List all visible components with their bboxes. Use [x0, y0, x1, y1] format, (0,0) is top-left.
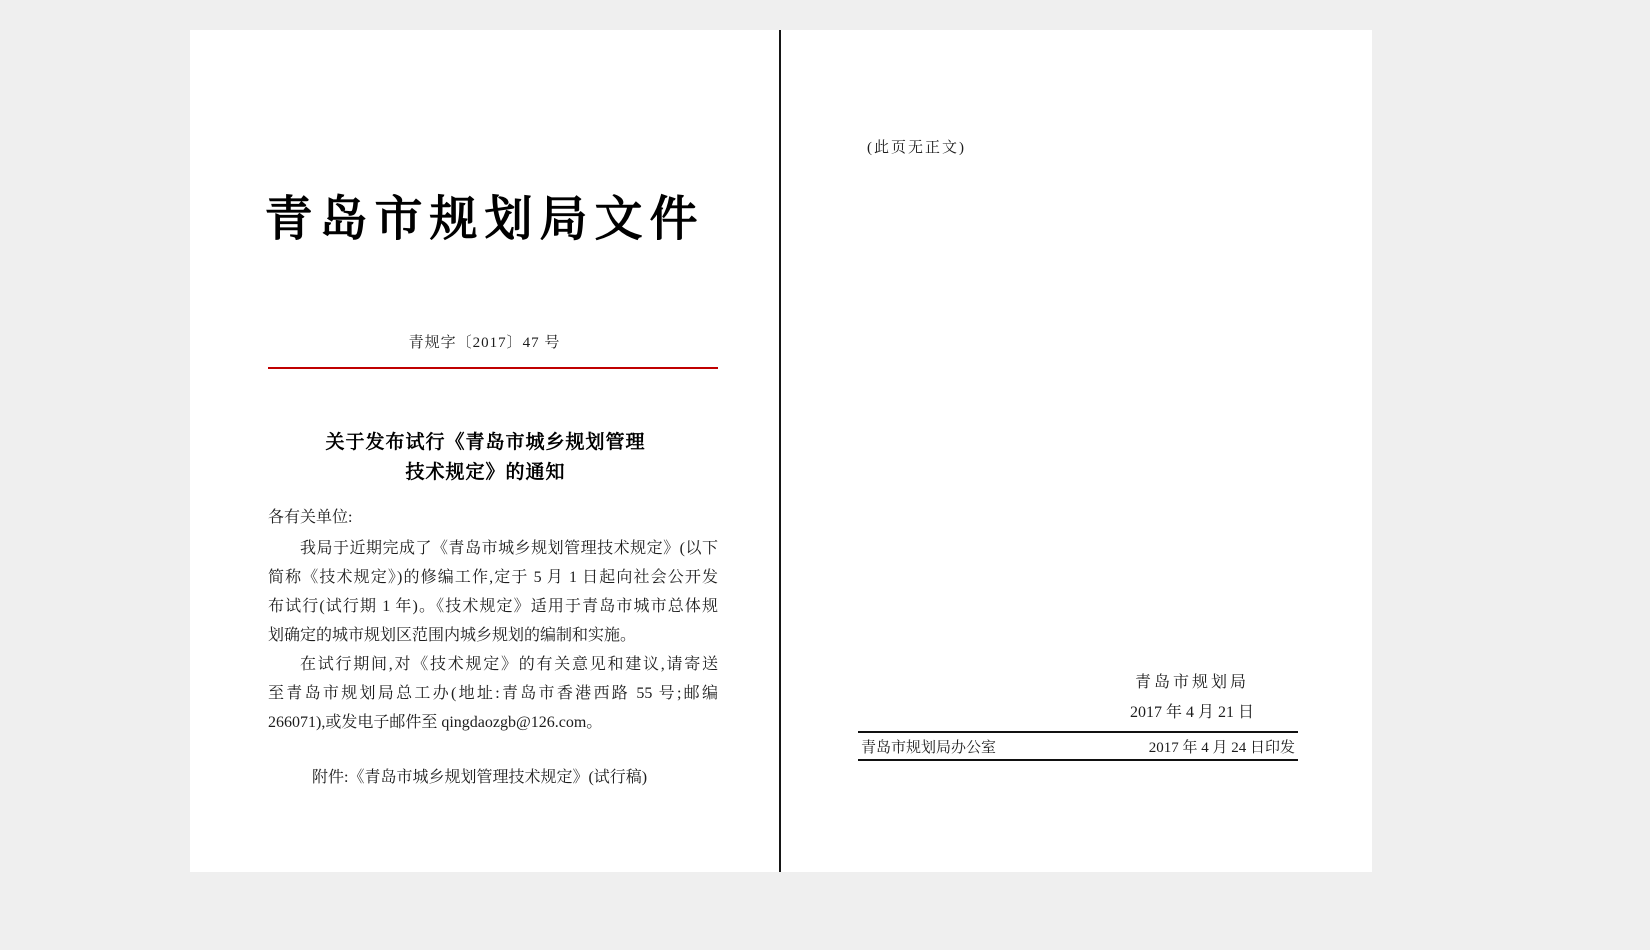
- print-footer: [858, 731, 1298, 761]
- no-body-text-note: (此页无正文): [867, 140, 966, 156]
- footer-office: 青岛市规划局办公室: [861, 739, 997, 756]
- issue-date: 2017 年 4 月 21 日: [1129, 704, 1254, 721]
- salutation: 各有关单位:: [268, 509, 353, 526]
- attachment-note: 附件:《青岛市城乡规划管理技术规定》(试行稿): [312, 769, 648, 786]
- document-number: 青规字〔2017〕47 号: [408, 335, 561, 351]
- document-spread: [190, 30, 1372, 872]
- subject-line: 关于发布试行《青岛市城乡规划管理: [325, 432, 646, 453]
- issuing-agency: 青岛市规划局: [1134, 674, 1249, 691]
- agency-document-title: 青岛市规划局文件: [264, 193, 705, 246]
- red-divider-rule: [268, 367, 718, 369]
- body-line: 在试行期间,对《技术规定》的有关意见和建议,请寄送: [300, 656, 718, 673]
- body-line: 简称《技术规定》)的修编工作,定于 5 月 1 日起向社会公开发: [268, 569, 718, 586]
- subject-line: 技术规定》的通知: [405, 462, 566, 483]
- body-line: 至青岛市规划局总工办(地址:青岛市香港西路 55 号;邮编: [268, 685, 718, 702]
- paragraph-1: [268, 534, 718, 650]
- body-line: 布试行(试行期 1 年)。《技术规定》适用于青岛市城市总体规: [268, 598, 718, 615]
- body-line: 266071),或发电子邮件至 qingdaozgb@126.com。: [268, 714, 603, 731]
- page-1: [190, 30, 781, 872]
- body-line: 划确定的城市规划区范围内城乡规划的编制和实施。: [268, 627, 637, 644]
- paragraph-2: [268, 650, 718, 737]
- notice-subject: [238, 428, 733, 488]
- body-line: 我局于近期完成了《青岛市城乡规划管理技术规定》(以下: [300, 540, 718, 557]
- footer-print-date: 2017 年 4 月 24 日印发: [1148, 739, 1295, 756]
- signature-block: [1061, 668, 1323, 728]
- page-2: [781, 30, 1372, 872]
